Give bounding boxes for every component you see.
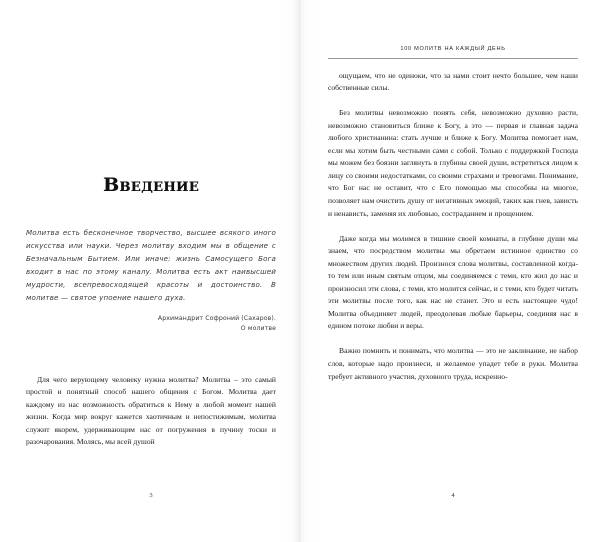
epigraph-attribution	[26, 314, 276, 333]
right-page	[300, 0, 600, 542]
paragraph: Важно помнить и понимать, что молитва — это не заклинание, не набор слов, которые надо произнеси, и желаемое упадет тебе в руки. Молитва требует активного участия, духовного труда, искренно-	[328, 346, 578, 381]
running-header: 100 МОЛИТВ НА КАЖДЫЙ ДЕНЬ	[400, 46, 506, 52]
paragraph: Для чего верующему человеку нужна молитва? Молитва – это самый простой и понятный способ нашего общения с Богом. Молитва дает каждому из нас возможность обратиться к Нему в любой момент нашей жизни. Когда мир вокруг кажется хаотичным и непостижимым, молитва служит якорем, удерживающим нас от погружения в пучину тоски и разочарования. Молясь, мы всей душой	[26, 374, 276, 447]
epigraph	[26, 227, 276, 334]
left-body-text	[26, 374, 276, 449]
running-header-rule	[328, 58, 578, 59]
epigraph-author: Архимандрит Софроний (Сахаров).	[157, 315, 276, 323]
epigraph-work: О молитве	[240, 325, 276, 333]
right-body-text	[328, 70, 578, 384]
paragraph: Без молитвы невозможно понять себя, невозможно духовно расти, невозможно становиться ближе к Богу, а это — первая и главная задача любого христианина: стать лучше и ближе к Богу. Молитва помогает нам, если мы хотим быть честными сами с собой. Только с поддержкой Господа мы можем без боязни заглянуть в глубины своей души, встретиться лицом к лицу со своими недостатками, со своими страхами и тревогами. Понимание, что Бог нас не оставит, что с Его помощью мы способны на многое, позволяет нам очистить душу от негативных эмоций, таких как гнев, зависть и ненависть, заменяя их любовью, состраданием и прощением.	[328, 108, 578, 218]
paragraph: ощущаем, что не одиноки, что за нами стоит нечто большее, чем наши собственные силы.	[328, 70, 578, 93]
paragraph: Даже когда мы молимся в тишине своей комнаты, в глубине души мы знаем, что посредством молитвы мы обретаем истинное единство со множеством других людей. Произнося слова молитвы, составленной когда-то тем или иным святым отцом, мы соединяемся с теми, кто жил до нас и произносил эти слова, с теми, кто молится сейчас, и с теми, кто будет читать эти молитвы после того, как нас не станет. Это и есть настоящее чудо! Молитва объединяет людей, преодолевая любые барьеры, соединяя нас в едином потоке любви и веры.	[328, 233, 578, 331]
epigraph-text: Молитва есть бесконечное творчество, высшее всякого иного искусства или науки. Через молитву входим мы в общение с Безначальным Бытием. Или иначе: жизнь Самосущего Бога входит в нас по этому каналу. Молитва есть акт наивысшей мудрости, всепревосходящей красоты и достоинство. В молитве — святое упоение нашего духа.	[26, 228, 276, 302]
page-number-left: 3	[149, 492, 153, 499]
page-number-right: 4	[451, 492, 455, 499]
chapter-title: Введение	[102, 174, 200, 196]
